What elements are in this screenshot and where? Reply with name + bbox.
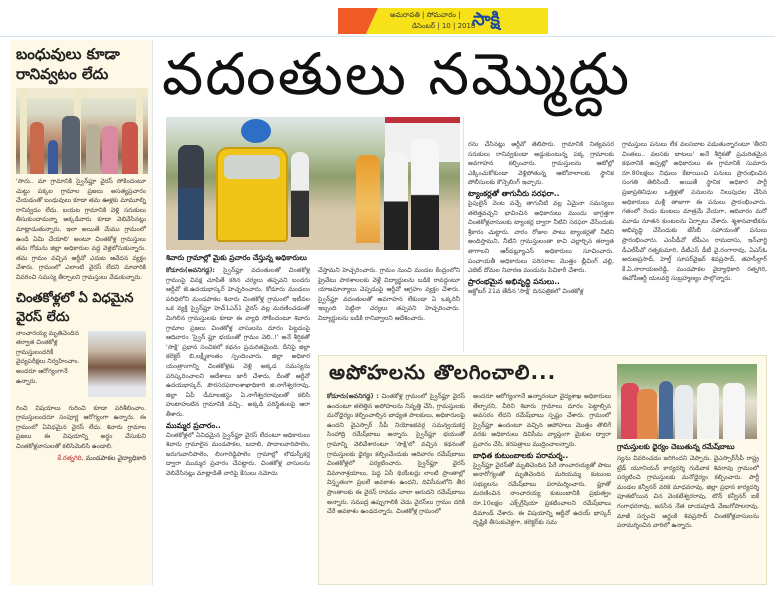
article-column-1 — [166, 266, 310, 588]
villagers-photo — [16, 88, 148, 174]
photo-person — [30, 122, 44, 174]
auto-campaign-photo — [166, 117, 460, 250]
article-text: గ్రామస్తులు పనులు లేక వలసబాట పడుతున్నారంటూ 'తీరని చింతలు.. వలసకు బాటలు' అనే శీర్షికతో ప్రచురితమైన కథనానికి అప్పట్లో అధికారులు ఈ గ్రామానికి సుమారు రూ.80లక్షలు నిధులు కేటాయించి పనులు ప్రారంభించిన సంగతి తెలిసిందే. అయితే స్థానిక అధికార పార్టీ ప్రజాప్రతినిధుల ఒత్తిళ్లతో పనులను నిలుపుదల చేసిన అధికారులు మళ్లీ తాజాగా ఈ పనులు ప్రారంభించారు. గతంలో రెండు కుంటలు మాత్రమే వేయగా, ఆదివారం మరో మూడు నూతన కుంటలను ఏర్పాటు చేశారు. శ్మశానవాటికను అభివృద్ధి చేసేందుకు జేసీబీ సహాయంతో పనులు ప్రారంభించారు. ఎంపీడీవో టీపీఎం రామదాసు, ఇన్‌చార్జి డీఎల్‌పీవో రత్నకుమారి, డీటీఎస్ డీటీ వై.రంగారావు, ఏఎస్ఓ అరుణప్రసాద్, హెల్త్ సూపర్‌వైజర్ శివప్రసాద్, తహసీల్దార్ కే.ఏ.నారాయణరెడ్డి, మండపాకల వైద్యాధికారి రత్నగిరి, ఈవోపీఆర్డీ యలవర్తి సుబ్రహ్మణ్యం పాల్గొన్నారు. — [622, 141, 767, 283]
photo-person — [178, 145, 204, 240]
newspaper-masthead — [338, 8, 548, 34]
article-text: స్యను వివరించడం జరిగిందని చెప్పారు. వైఎస్సార్‌సీపీ రాష్ట్ర ట్రేడ్ యూనియన్ కార్యదర్శి గుడివాక శివరావు గ్రామంలో పర్యటించి గ్రామస్తులకు మనోధైర్యం కల్పించారు. పార్టీ మండల కన్వీనర్ వరికె మాధవరావు, జిల్లా ప్రధాన కార్యదర్శి పూతబోయిన చిన వెంకటేశ్వరరావు, టౌన్ కన్వీనర్ ఐకే గంగాధరరావు, జనసేన నేత దాయపూడి వేణుగోపాలరావు, మాజీ సర్పంచి అర్జంకి శివప్రసాద్ చింతకోళ్లవాసులను పరామర్శించిన వారిలో ఉన్నారు. — [617, 455, 759, 530]
box-column-3 — [617, 454, 759, 580]
photo-person — [356, 155, 380, 243]
masthead-date: డిసెంబర్ | 10 | 2018 — [412, 22, 476, 30]
article-text: స్వైన్‌ఫ్లూ వదంతులతో చింతకోళ్ల గ్రామంపై వివక్ష చూపితే కఠిన చర్యలు తప్పవని బందరు ఆర్డీవో జె.ఉదయభాస్కర్ హెచ్చరించారు. కోడూరు మండలం పరిధిలోని మండపాకల శివారు చింతకోళ్ల గ్రామంలో ఇటీవల ఒక వ్యక్తి స్వైన్‌ఫ్లూ హెచ్1ఎన్1 వైరస్ వల్ల మరణించడంతో మిగిలిన గ్రామస్తులకు కూడా ఈ వ్యాధి సోకిందంటూ శివారు గ్రామాల ప్రజలు చింతకోళ్ల వాసులను దూరం పెట్టడంపై ఆదివారం 'స్వైన్ ఫ్లూ భయంతో గ్రామం వెలి..!' అనే శీర్షికతో 'సాక్షి' ప్రధాన సంచికలో కథనం ప్రచురితమైంది. దీనిపై జిల్లా కలెక్టర్ బి.లక్ష్మీకాంతం స్పందించారు. జిల్లా అధికార యంత్రాంగాన్ని చింతకోళ్లకు వెళ్లి అక్కడ సమస్యను పరిష్కరించాలని ఆదేశాలు జారీ చేశారు. దీంతో ఆర్డీవో ఉదయభాస్కర్, పౌరసరఫరాలశాఖాధికారి జి.నాగేశ్వరరావు, జిల్లా ఏపీ డీమాలజిస్టు ఏ.నాగేశ్వరరావులతో కలిసి హుటాహుటిన గ్రామానికి వచ్చి.. అక్కడి పరిస్థితులపై ఆరా తీశారు. — [166, 267, 310, 418]
byline-name: కే.రత్నగిరి, — [57, 453, 84, 462]
masthead-divider — [0, 36, 775, 37]
photo-person — [122, 122, 138, 174]
article-column-4 — [622, 140, 767, 352]
photo-person — [723, 383, 745, 439]
photo-person — [86, 124, 100, 174]
sidebar-title: బంధువులు కూడా రానివ్వటం లేదు — [16, 45, 120, 83]
photo-person — [102, 126, 118, 174]
photo-person — [291, 152, 309, 237]
main-headline: వదంతులు నమ్మొద్దు — [162, 40, 632, 108]
article-text: రను చేసినట్లు ఆర్డీవో తెలిపారు. గ్రామానికి నిత్యవసర సరుకులు రానివ్వకుండా అడ్డుకుంటున్న పక్క గ్రామాలకు అవగాహన కల్పించారు. గ్రామస్తులను ఆటోల్లో ఎక్కించుకోకుండా వెళ్లిపోతున్న ఆటోవాలాలకు స్థానిక పోలీసులకు కౌన్సెలింగ్ ఇచ్చారు. — [468, 141, 614, 187]
photo-person — [62, 116, 80, 174]
article-subhead: ముమ్మర ప్రచారం.. — [166, 420, 221, 430]
article-column-2 — [318, 266, 460, 352]
article-subhead: బాధిత కుటుంబాలకు పరామర్శ.. — [473, 450, 569, 460]
sakshi-logo: సాక్షి — [472, 9, 500, 30]
boxed-story — [318, 355, 767, 585]
photo-person — [675, 385, 693, 439]
rameshbabu-photo — [617, 364, 757, 439]
doctor-paragraph: నాంచారయ్య మృతిచెందిన తర్వాత చింతకోళ్ల గ్రామస్తులందరికీ వైద్యపరీక్షలు నిర్వహించాం. అందరూ ఆరోగ్యంగానే ఉన్నారు. — [16, 329, 80, 385]
photo-person — [637, 389, 657, 439]
article-text: అక్టోబర్ 21వ తేదీన 'సాక్షి' దినపత్రికలో చింతకోళ్ల — [468, 287, 584, 295]
article-text: పైపులైన్ వెంట వచ్చే తాగునీటి వల్ల ఏమైనా సమస్యలు తలెత్తవచ్చని భావించిన అధికారులు ముందు జాగ్రత్తగా చింతకోళ్లవాసులకు ట్యాంకర్ల ద్వారా నీటిని సరఫరా చేసేందుకు శ్రీకారం చుట్టారు. వారం రోజుల పాటు ట్యాంకర్లతో నీటిని అందిస్తామని, నీటిని గ్రామస్తులంతా కాచి చల్లార్చిన తర్వాత తాగాలని ఆర్‌డబ్ల్యూఎస్ అధికారులు సూచించారు. పంచాయతీ అధికారులు పరిసరాల మొత్తం బ్లీచింగ్ చల్లి, ఎబెట్ దోమల నివారణ మందును పిచికారీ చేశారు. — [468, 199, 614, 275]
article-text: స్వైన్‌ఫ్లూ వైరస్‌తో మృతిచెందిన పేరే నాంచారయ్యతో పాటు అనారోగ్యంతో మృతిచెందిన మరియమ్మ కుటుంబ సభ్యులను రమేష్‌బాబు పరామర్శించారు. ఫ్లూతో మరణించిన నాంచారయ్య కుటుంబానికి ప్రభుత్వం రూ.10లక్షల ఎక్స్‌గ్రేషియా ప్రకటించాలని రమేష్‌బాబు డిమాండ్ చేశారు. ఈ విషయాన్ని ఆర్డీవో ఉదయ్ భాస్కర్ దృష్టికి తీసుకువెళ్లగా, కలెక్టర్‌కు సమ — [473, 461, 611, 527]
article-subhead: ట్యాంకర్లతో తాగునీరు సరఫరా.. — [468, 188, 560, 198]
box-photo-caption: గ్రామస్తులకు ధైర్యం చెబుతున్న రమేష్‌బాబు — [617, 442, 735, 451]
photo-pillar — [20, 88, 27, 174]
dateline: కోడూరు(అవనిగడ్డ): — [166, 267, 215, 274]
photo-person — [411, 139, 439, 250]
photo-person — [659, 381, 673, 439]
sidebar-story — [10, 40, 153, 585]
box-column-2 — [473, 392, 611, 580]
byline-role: మండపాకల వైద్యాధికారి — [85, 453, 146, 462]
photo-person — [384, 152, 408, 250]
box-column-1 — [327, 392, 465, 580]
loudspeaker-icon — [241, 119, 271, 143]
photo-person — [697, 383, 719, 439]
sidebar-closing-paragraph: రించి విషయాలు గురించి కూడా పరిశీలించాం. గ్రామస్తులందరూ సంపూర్ణ ఆరోగ్యంగా ఉన్నారు. ఈ గ్రామంలో ఏవిధమైన వైరస్ లేదు. శివారు గ్రామాల ప్రజలు ఈ విషయాన్ని అర్థం చేసుకుని చింతకోళ్లవాసులతో కలిసిమెలిసి ఉండాలి. — [16, 404, 146, 450]
doctor-quote — [10, 329, 152, 404]
sidebar-subtitle: చింతకోళ్లలో ఏ విధమైన వైరస్ లేదు — [16, 290, 134, 325]
main-photo-caption: శివారు గ్రామాల్లో మైకు ప్రచారం చేస్తున్న అధికారులు — [166, 253, 307, 262]
doctor-photo — [88, 331, 146, 397]
article-text: చేస్తామని హెచ్చరించారు. గ్రామం నుంచి మండల కేంద్రంలోని ప్రైవేటు పాఠశాలలకు వెళ్లే విద్యార్థులను బడికి రావద్దంటూ యాజమాన్యాలు చెప్పడంపై ఆర్డీవో ఆగ్రహం వ్యక్తం చేశారు. స్వైన్‌ఫ్లూ వదంతులతో అవగాహన లేకుండా ఏ ఒక్కరినీ ఇబ్బంది పెట్టినా చర్యలు తప్పవని హెచ్చరించారు. విద్యార్థులను బడికి రానివ్వాలని ఆదేశించారు. — [318, 267, 460, 322]
article-column-3 — [468, 140, 614, 352]
auto-rickshaw — [216, 147, 288, 242]
box-title: అపోహలను తొలగించాలి... — [329, 360, 557, 384]
sidebar-paragraph: 'సారు.. మా గ్రామానికి స్వైన్‌ఫ్లూ వైరస్ సోకిందంటూ చుట్టు పక్కల గ్రామాల ప్రజలు అసత్యప్రచారం చేయడంతో బంధువులు కూడా తమ ఊళ్లకు మామూల్ని రానివ్వడం లేదు. బయట గ్రామానికి వెళ్లి సరుకులు తీసుకుందామన్నా అక్కడివారు కూడా వెలివేసినట్లు మాట్లాడుతున్నారు. ఇలా అయితే మేము గ్రామంలో ఉండి ఏమి చేయాలి' అంటూ చింతకోళ్ల గ్రామస్తులు తమ గోడును జిల్లా అధికారుల వద్ద వెళ్లబోసుకున్నారు. తమ గ్రామం వచ్చిన ఆర్డీవో ఎదుట ఆవేదన వ్యక్తం చేశారు. గ్రామంలో ఎలాంటి వైరస్ లేదని మావారికి వివరించి సమస్య తీర్చాలని గ్రామస్తులు వేడుకున్నారు. — [16, 178, 147, 281]
column-divider — [463, 117, 464, 352]
photo-roof — [16, 88, 148, 98]
article-subhead: ప్రారంభమైన అభివృద్ధి పనులు.. — [468, 276, 560, 286]
masthead-city-day: అమరావతి | సోమవారం | — [390, 11, 461, 19]
article-text: చింతకోళ్లలో ఏవిధమైన స్వైన్‌ఫ్లూ వైరస్ లేదంటూ అధికారులు శివారు గ్రామాలైన మండపాకల, బదాలి, పాదాలవారిపాలెం, జరుగువానిపాలెం, లింగారెడ్డిపాలెం గ్రామాల్లో లౌడుస్పీకర్ల ద్వారా ముమ్మర ప్రచారం చేపట్టారు. చింతకోళ్ల వాసులను వెలివేసినట్లు మాట్లాడితే వారిపై కేసులు నమోదు — [166, 431, 310, 477]
byline — [10, 452, 152, 466]
auto-windshield — [224, 155, 280, 179]
article-text: చింతకోళ్ల గ్రామంలో స్వైన్‌ఫ్లూ వైరస్ ఉందంటూ తలెత్తిన అపోహలను నివృత్తి చేసి, గ్రామస్తులకు మనోధైర్యం కల్పించాల్సిన బాధ్యత పాలకులు, అధికారులపై ఉందని వైఎస్సార్ సీపీ నియోజకవర్గ సమన్వయకర్త సింహాద్రి రమేష్‌బాబు అన్నారు. స్వైన్‌ఫ్లూ భయంతో గ్రామాన్ని వెలివేశారంటూ 'సాక్షి'లో వచ్చిన కథనంతో గ్రామస్తులకు ధైర్యం కల్పించేందుకు ఆదివారం రమేష్‌బాబు చింతకోళ్లలో పర్యటించారు. స్వైన్‌ఫ్లూ వైరస్ విమానాశ్రయాలు, పెద్ద ఏసీ థియేటర్లు లాంటి ప్రాంతాల్లో విస్తృతంగా ప్రబలే అవకాశం ఉందని, దివిసీమలోని తీర ప్రాంతాలకు ఈ వైరస్ రావడం చాలా అరుదని రమేష్‌బాబు అన్నారు. సముద్ర ఉప్పుగాలికి చెడు వైరస్‌లు గ్రామం దరికి చేరే అవకాశం ఉండదన్నారు. చింతకోళ్ల గ్రామంలో — [327, 393, 465, 516]
photo-person — [48, 140, 58, 174]
dateline: కోడూరు(అవనిగడ్డ) : — [327, 393, 379, 400]
article-text: అందరూ ఆరోగ్యంగానే ఉన్నారంటూ వైద్యశాఖ అధికారులు తేల్చారని, వీరిని శివారు గ్రామాలు దూరం పెట్టాల్సిన అవసరం లేదని రమేష్‌బాబు స్పష్టం చేశారు. గ్రామంలో స్వైన్‌ఫ్లూ ఉందంటూ వచ్చిన అపోహలు మొత్తం తొలిగే వరకు అధికారులు దివిసీమ వ్యాప్తంగా మైకుల ద్వారా ప్రచారం చేసి, కరపత్రాలు ముద్రించాలన్నారు. — [473, 393, 611, 448]
